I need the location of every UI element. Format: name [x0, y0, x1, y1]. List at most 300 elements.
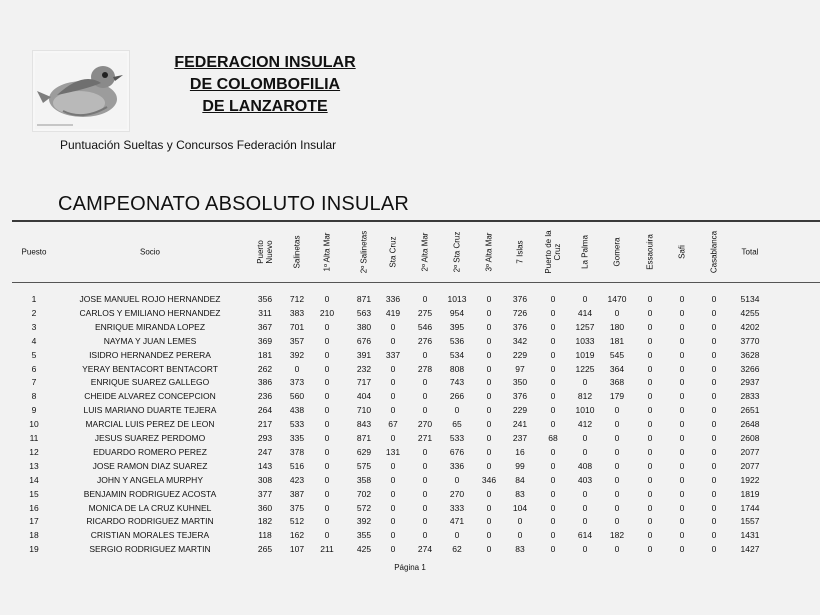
score-cell: 0 [647, 377, 653, 388]
score-cell: 0 [647, 349, 653, 360]
score-cell: 533 [449, 433, 465, 443]
score-cell: 0 [711, 321, 717, 332]
score-cell: 408 [577, 460, 593, 471]
score-cell: 0 [550, 474, 556, 485]
score-cell: 0 [679, 488, 685, 499]
score-cell: 419 [385, 307, 401, 318]
score-cell: 217 [257, 419, 273, 430]
score-cell: 575 [356, 460, 372, 471]
score-cell: 0 [390, 460, 396, 471]
score-cell: 0 [711, 474, 717, 485]
score-cell: 0 [550, 391, 556, 402]
member-name-cell: CRISTIAN MORALES TEJERA [90, 530, 210, 541]
column-header-label: 2º Alta Mar [420, 232, 430, 272]
score-cell: 0 [647, 530, 653, 541]
member-name-cell: LUIS MARIANO DUARTE TEJERA [83, 405, 217, 416]
score-cell: 276 [417, 335, 433, 346]
score-cell: 373 [289, 377, 305, 388]
score-cell: 0 [711, 335, 717, 346]
score-cell: 545 [609, 349, 625, 360]
table-row [0, 363, 820, 377]
score-cell: 0 [422, 294, 428, 304]
rank-cell: 11 [29, 433, 39, 443]
score-cell: 0 [324, 349, 330, 360]
score-cell: 0 [679, 294, 685, 304]
score-cell: 0 [614, 405, 620, 416]
score-cell: 403 [577, 474, 593, 485]
score-cell: 210 [319, 307, 335, 318]
score-cell: 118 [258, 530, 272, 541]
score-cell: 0 [486, 516, 492, 527]
score-cell: 0 [550, 446, 556, 457]
score-cell: 0 [679, 530, 685, 541]
score-cell: 293 [257, 433, 273, 443]
score-cell: 0 [647, 460, 653, 471]
score-cell: 0 [324, 530, 330, 541]
column-header-label: Salinetas [292, 235, 302, 269]
score-cell: 0 [486, 391, 492, 402]
column-header-label: Essaouira [645, 234, 655, 270]
score-cell: 0 [550, 349, 556, 360]
score-cell: 0 [324, 446, 330, 457]
rank-cell: 15 [29, 488, 39, 499]
score-cell: 0 [454, 474, 460, 485]
score-cell: 712 [289, 294, 305, 304]
score-cell: 0 [582, 502, 588, 513]
score-cell: 99 [515, 460, 525, 471]
score-cell: 512 [289, 516, 305, 527]
table-row [0, 446, 820, 460]
score-cell: 0 [390, 363, 396, 374]
score-cell: 1470 [607, 294, 627, 304]
score-cell: 0 [517, 516, 523, 527]
column-header-label: Sta Cruz [388, 236, 398, 268]
score-cell: 0 [324, 321, 330, 332]
score-cell: 0 [679, 363, 685, 374]
rank-cell: 13 [29, 460, 39, 471]
column-header-label: Safi [677, 245, 687, 259]
score-cell: 0 [390, 405, 396, 416]
score-cell: 1225 [575, 363, 595, 374]
score-cell: 0 [647, 433, 653, 443]
member-name-cell: ENRIQUE MIRANDA LOPEZ [94, 321, 206, 332]
table-header-rule [12, 282, 820, 283]
score-cell: 0 [390, 502, 396, 513]
column-header-label: 2º Salinetas [359, 230, 369, 274]
score-cell: 1922 [740, 474, 760, 485]
score-cell: 676 [356, 335, 372, 346]
score-cell: 563 [356, 307, 372, 318]
table-row [0, 418, 820, 432]
rank-cell: 19 [29, 544, 39, 555]
score-cell: 0 [647, 321, 653, 332]
score-cell: 560 [289, 391, 305, 402]
score-cell: 954 [449, 307, 465, 318]
score-cell: 0 [647, 294, 653, 304]
member-name-cell: CHEIDE ALVAREZ CONCEPCION [84, 391, 216, 402]
member-name-cell: JESUS SUAREZ PERDOMO [94, 433, 206, 443]
score-cell: 0 [454, 530, 460, 541]
score-cell: 0 [390, 335, 396, 346]
score-cell: 438 [289, 405, 305, 416]
score-cell: 0 [324, 502, 330, 513]
score-cell: 0 [711, 460, 717, 471]
score-cell: 376 [512, 321, 528, 332]
score-cell: 265 [257, 544, 273, 555]
score-cell: 377 [257, 488, 273, 499]
column-header-label: 7 Islas [515, 240, 525, 264]
score-cell: 0 [711, 294, 717, 304]
score-cell: 2651 [740, 405, 760, 416]
score-cell: 182 [609, 530, 625, 541]
rank-cell: 18 [29, 530, 39, 541]
score-cell: 0 [614, 307, 620, 318]
score-cell: 4255 [740, 307, 760, 318]
score-cell: 0 [679, 321, 685, 332]
score-cell: 0 [486, 419, 492, 430]
score-cell: 395 [449, 321, 465, 332]
score-cell: 278 [417, 363, 433, 374]
score-cell: 0 [711, 363, 717, 374]
member-name-cell: BENJAMIN RODRIGUEZ ACOSTA [83, 488, 217, 499]
score-cell: 412 [577, 419, 593, 430]
score-cell: 0 [614, 433, 620, 443]
rank-cell: 17 [29, 516, 39, 527]
score-cell: 0 [486, 405, 492, 416]
score-cell: 0 [486, 488, 492, 499]
score-cell: 843 [356, 419, 372, 430]
score-cell: 0 [647, 544, 653, 555]
score-cell: 107 [289, 544, 305, 555]
table-row [0, 460, 820, 474]
score-cell: 2833 [740, 391, 760, 402]
score-cell: 0 [679, 349, 685, 360]
table-row [0, 335, 820, 349]
score-cell: 0 [550, 307, 556, 318]
score-cell: 181 [257, 349, 273, 360]
federation-title [150, 52, 380, 118]
federation-title-line-3: DE LANZAROTE [202, 98, 328, 115]
score-cell: 270 [449, 488, 465, 499]
subtitle: Puntuación Sueltas y Concursos Federación Insular [60, 138, 337, 152]
score-cell: 237 [512, 433, 528, 443]
score-cell: 0 [517, 530, 523, 541]
score-cell: 369 [257, 335, 273, 346]
score-cell: 0 [647, 405, 653, 416]
federation-title-line-2: DE COLOMBOFILIA [189, 76, 341, 93]
score-cell: 179 [609, 391, 625, 402]
column-header-label: Puerto Nuevo [256, 240, 274, 264]
score-cell: 0 [550, 544, 556, 555]
score-cell: 0 [422, 391, 428, 402]
score-cell: 0 [550, 460, 556, 471]
score-cell: 0 [550, 363, 556, 374]
score-cell: 743 [449, 377, 465, 388]
score-cell: 392 [289, 349, 305, 360]
score-cell: 701 [289, 321, 305, 332]
score-cell: 0 [647, 488, 653, 499]
score-cell: 0 [390, 530, 396, 541]
score-cell: 232 [356, 363, 372, 374]
score-cell: 271 [417, 433, 433, 443]
score-cell: 67 [388, 419, 398, 430]
score-cell: 1744 [740, 502, 760, 513]
score-cell: 0 [550, 377, 556, 388]
column-header-label: Socio [139, 247, 161, 257]
rank-cell: 12 [29, 446, 39, 457]
score-cell: 1557 [740, 516, 760, 527]
score-cell: 0 [486, 335, 492, 346]
score-cell: 383 [289, 307, 305, 318]
score-cell: 0 [679, 405, 685, 416]
score-cell: 0 [647, 307, 653, 318]
score-cell: 0 [550, 321, 556, 332]
table-row [0, 515, 820, 529]
score-cell: 0 [647, 363, 653, 374]
score-cell: 0 [550, 419, 556, 430]
table-top-rule [12, 220, 820, 222]
score-cell: 533 [289, 419, 305, 430]
score-cell: 0 [486, 433, 492, 443]
score-cell: 0 [324, 474, 330, 485]
rank-cell: 16 [29, 502, 39, 513]
rank-cell: 6 [31, 363, 37, 374]
score-cell: 0 [711, 377, 717, 388]
score-cell: 0 [324, 405, 330, 416]
score-cell: 375 [289, 502, 305, 513]
score-cell: 4202 [740, 321, 760, 332]
page-number: Página 1 [394, 563, 426, 572]
score-cell: 0 [711, 488, 717, 499]
score-cell: 0 [614, 460, 620, 471]
table-row [0, 529, 820, 543]
score-cell: 266 [449, 391, 465, 402]
member-name-cell: SERGIO RODRIGUEZ MARTIN [89, 544, 211, 555]
score-cell: 0 [679, 391, 685, 402]
score-cell: 0 [422, 474, 428, 485]
score-cell: 0 [324, 335, 330, 346]
score-cell: 0 [422, 502, 428, 513]
score-cell: 0 [647, 391, 653, 402]
rank-cell: 5 [31, 349, 37, 360]
score-cell: 333 [449, 502, 465, 513]
score-cell: 0 [614, 488, 620, 499]
score-cell: 0 [390, 488, 396, 499]
table-row [0, 376, 820, 390]
score-cell: 702 [356, 488, 372, 499]
score-cell: 0 [679, 516, 685, 527]
score-cell: 534 [449, 349, 465, 360]
score-cell: 629 [356, 446, 372, 457]
member-name-cell: MARCIAL LUIS PEREZ DE LEON [85, 419, 215, 430]
score-cell: 376 [512, 391, 528, 402]
score-cell: 423 [289, 474, 305, 485]
table-row [0, 293, 820, 307]
score-cell: 572 [356, 502, 372, 513]
score-cell: 546 [417, 321, 433, 332]
table-row [0, 321, 820, 335]
member-name-cell: MONICA DE LA CRUZ KUHNEL [88, 502, 212, 513]
table-row [0, 488, 820, 502]
score-cell: 0 [647, 516, 653, 527]
score-cell: 0 [486, 530, 492, 541]
score-cell: 0 [486, 502, 492, 513]
score-cell: 0 [679, 474, 685, 485]
score-cell: 364 [609, 363, 625, 374]
score-cell: 871 [356, 294, 372, 304]
score-cell: 380 [356, 321, 372, 332]
member-name-cell: NAYMA Y JUAN LEMES [103, 335, 197, 346]
table-row [0, 404, 820, 418]
score-cell: 97 [515, 363, 525, 374]
member-name-cell: JOHN Y ANGELA MURPHY [97, 474, 203, 485]
score-cell: 274 [417, 544, 433, 555]
score-cell: 387 [289, 488, 305, 499]
score-cell: 0 [550, 488, 556, 499]
score-cell: 1257 [575, 321, 595, 332]
score-cell: 717 [356, 377, 372, 388]
column-header-label: Total [741, 247, 759, 257]
score-cell: 386 [257, 377, 273, 388]
table-row [0, 390, 820, 404]
column-header-label: Gomera [612, 237, 622, 267]
score-cell: 342 [512, 335, 528, 346]
score-cell: 241 [512, 419, 528, 430]
score-cell: 236 [257, 391, 273, 402]
column-header-label: 2º Sta Cruz [452, 231, 462, 273]
score-cell: 311 [258, 307, 272, 318]
score-cell: 0 [486, 460, 492, 471]
score-cell: 0 [324, 433, 330, 443]
score-cell: 0 [614, 516, 620, 527]
score-cell: 0 [390, 433, 396, 443]
score-cell: 0 [550, 530, 556, 541]
score-cell: 84 [515, 474, 525, 485]
rank-cell: 2 [31, 307, 37, 318]
score-cell: 368 [609, 377, 625, 388]
score-cell: 871 [356, 433, 372, 443]
score-cell: 104 [512, 502, 528, 513]
score-cell: 367 [257, 321, 273, 332]
score-cell: 1019 [575, 349, 595, 360]
rank-cell: 10 [29, 419, 39, 430]
score-cell: 247 [257, 446, 273, 457]
score-cell: 0 [679, 446, 685, 457]
score-cell: 336 [449, 460, 465, 471]
score-cell: 0 [711, 516, 717, 527]
score-cell: 0 [454, 405, 460, 416]
score-cell: 808 [449, 363, 465, 374]
table-row [0, 349, 820, 363]
score-cell: 0 [422, 516, 428, 527]
score-cell: 0 [422, 377, 428, 388]
score-cell: 360 [257, 502, 273, 513]
score-cell: 0 [582, 544, 588, 555]
score-cell: 0 [679, 433, 685, 443]
score-cell: 211 [320, 544, 334, 555]
score-cell: 0 [324, 419, 330, 430]
score-cell: 0 [390, 321, 396, 332]
member-name-cell: CARLOS Y EMILIANO HERNANDEZ [79, 307, 221, 318]
score-cell: 5134 [740, 294, 760, 304]
column-header-label: 3º Alta Mar [484, 232, 494, 272]
score-cell: 0 [614, 474, 620, 485]
score-cell: 0 [679, 307, 685, 318]
pigeon-logo-icon [32, 50, 130, 132]
score-cell: 0 [324, 460, 330, 471]
score-cell: 0 [711, 433, 717, 443]
score-cell: 358 [356, 474, 372, 485]
score-cell: 0 [422, 488, 428, 499]
score-cell: 1427 [740, 544, 760, 555]
score-cell: 357 [289, 335, 305, 346]
score-cell: 0 [614, 502, 620, 513]
score-cell: 0 [390, 544, 396, 555]
column-header-label: Casablanca [709, 230, 719, 274]
score-cell: 0 [486, 544, 492, 555]
score-cell: 0 [324, 294, 330, 304]
score-cell: 1819 [740, 488, 760, 499]
score-cell: 0 [711, 419, 717, 430]
score-cell: 355 [356, 530, 372, 541]
score-cell: 710 [356, 405, 372, 416]
score-cell: 350 [512, 377, 528, 388]
score-cell: 181 [609, 335, 625, 346]
member-name-cell: JOSE MANUEL ROJO HERNANDEZ [79, 294, 221, 304]
score-cell: 0 [647, 446, 653, 457]
score-cell: 376 [512, 294, 528, 304]
score-cell: 68 [548, 433, 558, 443]
score-cell: 0 [550, 335, 556, 346]
score-cell: 0 [582, 433, 588, 443]
score-cell: 270 [417, 419, 433, 430]
score-cell: 614 [577, 530, 593, 541]
rank-cell: 8 [31, 391, 37, 402]
score-cell: 62 [452, 544, 462, 555]
score-cell: 404 [356, 391, 372, 402]
score-cell: 414 [577, 307, 593, 318]
score-cell: 337 [385, 349, 401, 360]
score-cell: 0 [390, 516, 396, 527]
score-cell: 0 [324, 391, 330, 402]
score-cell: 3628 [740, 349, 760, 360]
page-heading: CAMPEONATO ABSOLUTO INSULAR [58, 193, 410, 215]
score-cell: 16 [515, 446, 525, 457]
column-header-label: Puesto [21, 247, 47, 257]
score-cell: 2648 [740, 419, 760, 430]
score-cell: 0 [390, 391, 396, 402]
score-cell: 2937 [740, 377, 760, 388]
rank-cell: 4 [31, 335, 37, 346]
score-cell: 1013 [447, 294, 467, 304]
score-cell: 0 [679, 335, 685, 346]
rank-cell: 3 [31, 321, 37, 332]
score-cell: 2608 [740, 433, 760, 443]
score-cell: 229 [512, 405, 528, 416]
score-cell: 262 [257, 363, 273, 374]
score-cell: 0 [550, 405, 556, 416]
score-cell: 3266 [740, 363, 760, 374]
score-cell: 0 [486, 294, 492, 304]
score-cell: 471 [449, 516, 465, 527]
score-cell: 0 [614, 419, 620, 430]
score-cell: 1033 [575, 335, 595, 346]
score-cell: 162 [289, 530, 305, 541]
score-cell: 676 [449, 446, 465, 457]
score-cell: 1010 [575, 405, 595, 416]
table-row [0, 474, 820, 488]
rank-cell: 7 [31, 377, 37, 388]
